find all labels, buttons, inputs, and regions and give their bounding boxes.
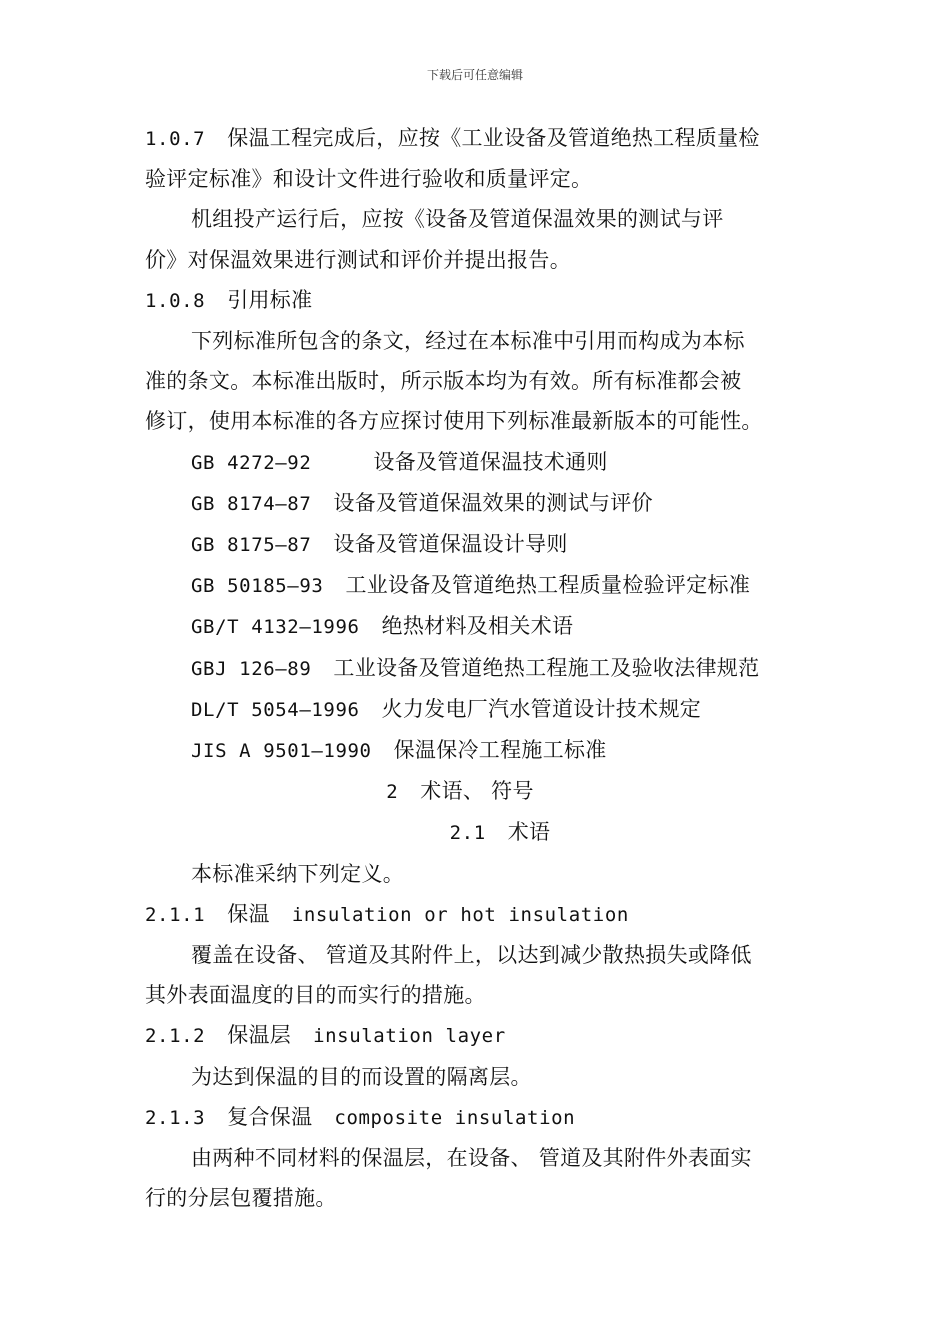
clause-1-0-8-heading <box>145 280 815 321</box>
standard-code: DL/T 5054—1996 <box>191 698 360 721</box>
clause-text: 保温工程完成后，应按《工业设备及管道绝热工程质量检 <box>227 126 760 150</box>
standard-code: GB/T 4132—1996 <box>191 616 360 639</box>
standard-code: GBJ 126—89 <box>191 657 312 680</box>
document-body <box>145 118 815 1218</box>
standard-name: 工业设备及管道绝热工程施工及验收法律规范 <box>333 655 760 680</box>
section-title: 术语 <box>507 820 551 845</box>
clause-number: 1.0.8 <box>145 289 206 312</box>
clause-1-0-7-line-1 <box>145 118 815 159</box>
term-2-1-2-definition-line-1: 为达到保温的目的而设置的隔离层。 <box>191 1064 532 1089</box>
clause-1-0-8-line-1: 下列标准所包含的条文，经过在本标准中引用而构成为本标 <box>191 329 745 354</box>
standard-code: GB 8175—87 <box>191 534 312 557</box>
standard-item <box>145 689 815 730</box>
standard-code: JIS A 9501—1990 <box>191 740 372 763</box>
page-header: 下载后可任意编辑 <box>426 68 523 82</box>
term-2-1-3-definition-line-2: 行的分层包覆措施。 <box>145 1186 337 1211</box>
term-cn: 复合保温 <box>227 1104 313 1129</box>
term-en: insulation layer <box>313 1025 506 1048</box>
standard-name: 工业设备及管道绝热工程质量检验评定标准 <box>345 573 751 598</box>
term-2-1-3-definition-line-1: 由两种不同材料的保温层，在设备、 管道及其附件外表面实 <box>191 1146 752 1171</box>
standard-item <box>145 730 815 771</box>
chapter-title: 术语、 符号 <box>420 779 534 804</box>
clause-number: 1.0.7 <box>145 128 206 150</box>
term-number: 2.1.1 <box>145 903 206 926</box>
standard-item <box>145 565 815 606</box>
term-number: 2.1.3 <box>145 1106 206 1129</box>
standard-name: 绝热材料及相关术语 <box>381 614 574 639</box>
definitions-intro: 本标准采纳下列定义。 <box>191 861 404 886</box>
term-number: 2.1.2 <box>145 1025 206 1048</box>
standard-code: GB 50185—93 <box>191 575 324 598</box>
term-2-1-3-heading <box>145 1097 815 1138</box>
standard-name: 设备及管道保温效果的测试与评价 <box>333 490 653 515</box>
clause-1-0-8-line-3: 修订，使用本标准的各方应探讨使用下列标准最新版本的可能性。 <box>145 409 763 434</box>
chapter-number: 2 <box>386 781 399 804</box>
standard-name: 设备及管道保温技术通则 <box>373 449 608 474</box>
standard-item <box>145 524 815 565</box>
clause-1-0-7-line-2: 验评定标准》和设计文件进行验收和质量评定。 <box>145 167 593 192</box>
standard-item <box>145 483 815 524</box>
standard-name: 设备及管道保温设计导则 <box>333 532 568 557</box>
standard-code: GB 4272—92 <box>191 451 312 474</box>
term-2-1-1-definition-line-2: 其外表面温度的目的而实行的措施。 <box>145 983 486 1008</box>
term-2-1-1-definition-line-1: 覆盖在设备、 管道及其附件上，以达到减少散热损失或降低 <box>191 943 752 968</box>
term-cn: 保温 <box>227 901 270 926</box>
term-en: composite insulation <box>334 1106 576 1129</box>
clause-title: 引用标准 <box>227 287 313 312</box>
standard-name: 保温保冷工程施工标准 <box>393 738 607 763</box>
section-2-1-heading <box>185 812 815 853</box>
chapter-2-heading <box>105 771 815 812</box>
term-2-1-2-heading <box>145 1015 815 1056</box>
term-cn: 保温层 <box>227 1023 292 1048</box>
section-number: 2.1 <box>449 822 486 845</box>
clause-1-0-8-line-2: 准的条文。本标准出版时，所示版本均为有效。所有标准都会被 <box>145 369 742 394</box>
standard-name: 火力发电厂汽水管道设计技术规定 <box>381 696 702 721</box>
term-2-1-1-heading <box>145 894 815 935</box>
clause-1-0-7-para-2-line-1: 机组投产运行后，应按《设备及管道保温效果的测试与评 <box>191 207 724 232</box>
standard-item <box>145 606 815 647</box>
term-en: insulation or hot insulation <box>291 903 629 926</box>
standard-code: GB 8174—87 <box>191 492 312 515</box>
clause-1-0-7-para-2-line-2: 价》对保温效果进行测试和评价并提出报告。 <box>145 247 571 272</box>
standard-item <box>145 442 815 483</box>
standard-item <box>145 648 815 689</box>
